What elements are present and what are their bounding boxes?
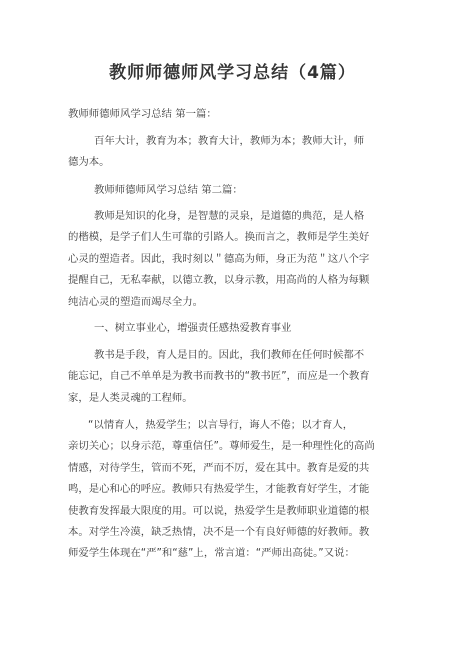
text-line: “以情育人，热爱学生；以言导行，诲人不倦；以才育人， bbox=[88, 419, 354, 431]
text-line: 使教育发挥最大限度的用。可以说，热爱学生是教师职业道德的根 bbox=[68, 504, 370, 517]
text-line: 亲切关心；以身示范，尊重信任”。尊师爱生，是一种理性化的高尚 bbox=[68, 440, 375, 453]
text-line: 能忘记，自己不单单是为教书而教书的“教书匠”，而应是一个教育 bbox=[68, 370, 370, 383]
heading-second-article bbox=[94, 180, 243, 201]
text-line: 家，是人类灵魂的工程师。 bbox=[68, 391, 193, 404]
text-line: 一、树立事业心，增强责任感热爱教育事业 bbox=[94, 322, 292, 334]
text-line: 的楷模，是学子们人生可靠的引路人。换而言之，教师是学生美好 bbox=[68, 231, 370, 244]
text-line: 纯洁心灵的塑造而竭尽全力。 bbox=[68, 295, 204, 308]
paragraph-second-article bbox=[68, 206, 369, 313]
text-line: 鸣，是心和心的呼应。教师只有热爱学生，才能教育好学生，才能 bbox=[68, 483, 370, 496]
paragraph-teaching bbox=[68, 345, 370, 409]
text-line: 教师是知识的化身，是智慧的灵泉，是道德的典范，是人格 bbox=[94, 210, 365, 222]
section-heading bbox=[94, 318, 291, 339]
paragraph-first-article bbox=[68, 131, 364, 174]
text-line: 教师师德师风学习总结 第一篇： bbox=[68, 108, 217, 120]
heading-first-article bbox=[68, 104, 217, 125]
text-line: 心灵的塑造者。因此，我时刻以＂德高为师，身正为范＂这八个字 bbox=[68, 252, 370, 265]
text-line: 教书是手段，育人是目的。因此，我们教师在任何时候都不 bbox=[94, 349, 365, 361]
text-line: 百年大计，教育为本；教育大计，教师为本；教师大计，师 bbox=[94, 135, 365, 147]
text-line: 本。对学生冷漠，缺乏热情，决不是一个有良好师德的好教师。教 bbox=[68, 525, 370, 538]
paragraph-love-students bbox=[68, 415, 375, 565]
text-line: 情感，对待学生，管而不死，严而不厉，爱在其中。教育是爱的共 bbox=[68, 461, 370, 474]
text-line: 提醒自己，无私奉献，以德立教，以身示教，用高尚的人格为每颗 bbox=[68, 274, 370, 287]
text-line: 教师师德师风学习总结 第二篇： bbox=[94, 184, 243, 196]
text-line: 德为本。 bbox=[68, 156, 110, 169]
document-title: 教师师德师风学习总结（4篇） bbox=[109, 63, 356, 83]
text-line: 师爱学生体现在“严”和“慈”上，常言道：“严师出高徒。”又说： bbox=[68, 547, 355, 560]
